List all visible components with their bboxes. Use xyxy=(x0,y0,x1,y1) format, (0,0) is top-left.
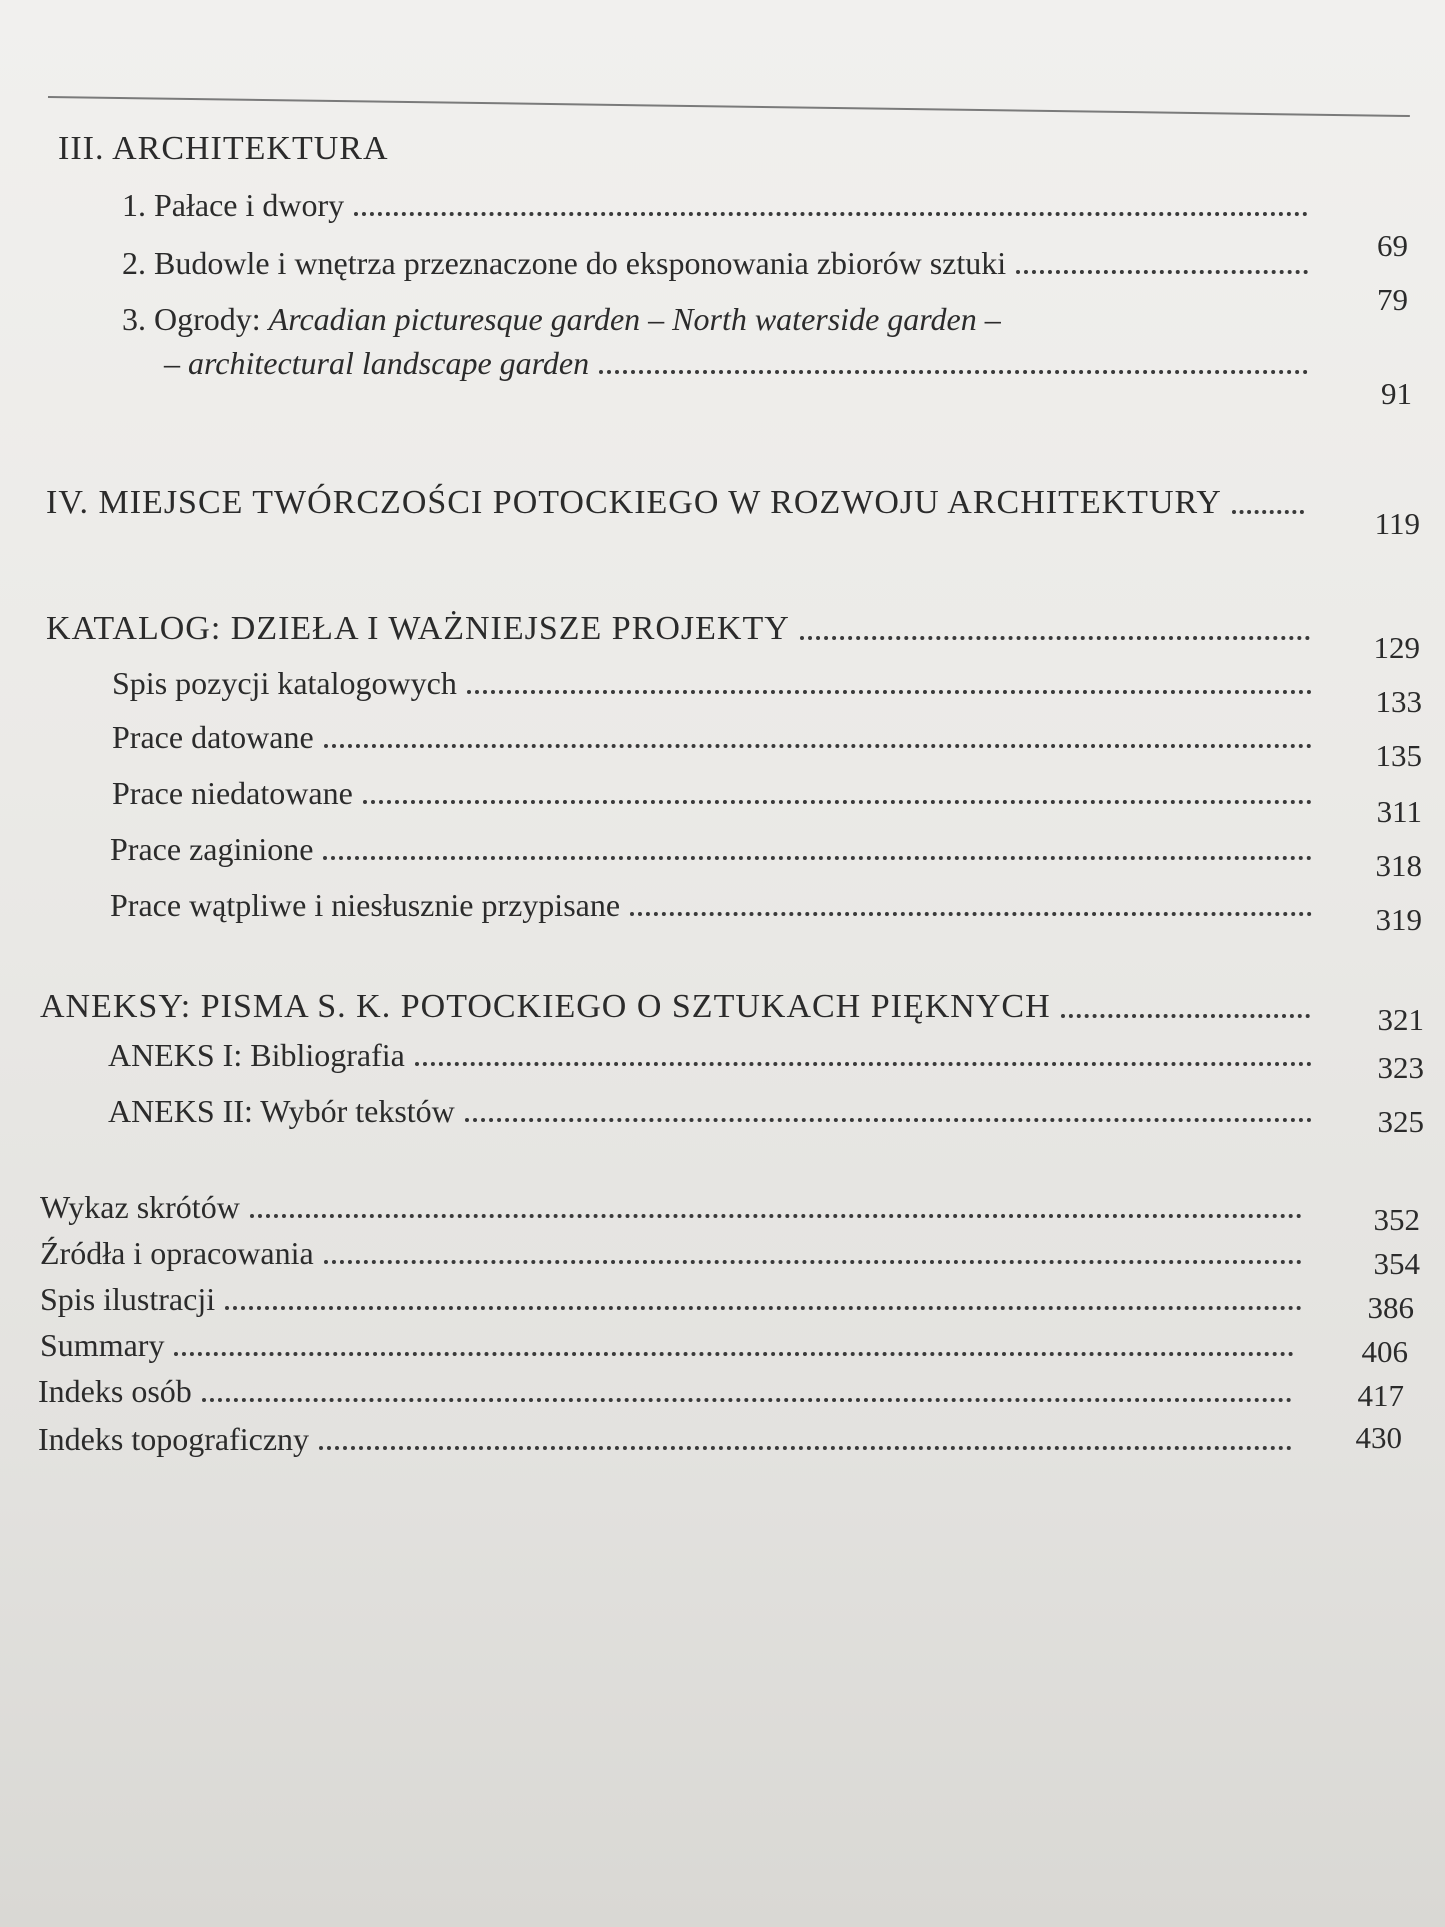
page-number: 321 xyxy=(1377,1002,1424,1037)
toc-entry-katalog-3[interactable]: Prace niedatowane xyxy=(112,774,1322,812)
leader-dots xyxy=(467,690,1312,694)
section-3-heading: III. ARCHITEKTURA xyxy=(58,130,389,167)
leader-dots xyxy=(363,800,1312,804)
page-number: 129 xyxy=(1373,630,1420,665)
leader-dots xyxy=(1232,510,1304,514)
page-number: 311 xyxy=(1376,794,1422,829)
toc-entry-spis-ilustracji[interactable]: Spis ilustracji xyxy=(40,1280,1312,1318)
toc-entry-katalog-2[interactable]: Prace datowane xyxy=(112,718,1322,756)
toc-entry-katalog[interactable]: KATALOG: DZIEŁA I WAŻNIEJSZE PROJEKTY xyxy=(46,610,1320,648)
page-number: 386 xyxy=(1367,1290,1414,1325)
leader-dots xyxy=(202,1398,1292,1402)
page-number: 318 xyxy=(1375,848,1422,883)
leader-dots xyxy=(250,1214,1302,1218)
leader-dots xyxy=(800,636,1310,640)
page-number: 319 xyxy=(1375,902,1422,937)
leader-dots xyxy=(323,856,1312,860)
page-number: 91 xyxy=(1381,376,1412,411)
page-number: 352 xyxy=(1373,1202,1420,1237)
toc-entry-3-3[interactable]: 3. Ogrody: Arcadian picturesque garden – North waterside garden – xyxy=(122,301,1001,337)
leader-dots xyxy=(225,1306,1302,1310)
page-number: 323 xyxy=(1377,1050,1424,1085)
leader-dots xyxy=(465,1118,1312,1122)
page-number: 417 xyxy=(1357,1378,1404,1413)
page-number: 430 xyxy=(1355,1420,1402,1455)
toc-entry-katalog-4[interactable]: Prace zaginione xyxy=(110,830,1322,868)
page-number: 325 xyxy=(1377,1104,1424,1139)
leader-dots xyxy=(630,912,1312,916)
toc-entry-zrodla[interactable]: Źródła i opracowania xyxy=(40,1234,1312,1272)
toc-entry-section-4[interactable]: IV. MIEJSCE TWÓRCZOŚCI POTOCKIEGO W ROZWOJU ARCHITEKTURY xyxy=(46,484,1314,522)
toc-entry-aneks-2[interactable]: ANEKS II: Wybór tekstów xyxy=(108,1092,1322,1130)
toc-entry-katalog-5[interactable]: Prace wątpliwe i niesłusznie przypisane xyxy=(110,886,1322,924)
page-number: 133 xyxy=(1375,684,1422,719)
leader-dots xyxy=(319,1446,1292,1450)
toc-entry-3-3-cont[interactable]: – architectural landscape garden xyxy=(164,344,1318,382)
toc-entry-3-2[interactable]: 2. Budowle i wnętrza przeznaczone do eksponowania zbiorów sztuki xyxy=(122,244,1318,282)
leader-dots xyxy=(324,744,1312,748)
toc-entry-indeks-topograficzny[interactable]: Indeks topograficzny xyxy=(38,1420,1302,1458)
leader-dots xyxy=(1061,1014,1310,1018)
toc-entry-aneksy[interactable]: ANEKSY: PISMA S. K. POTOCKIEGO O SZTUKACH PIĘKNYCH xyxy=(40,988,1320,1026)
toc-entry-indeks-osob[interactable]: Indeks osób xyxy=(38,1372,1302,1410)
page-number: 79 xyxy=(1377,282,1408,317)
page-number: 119 xyxy=(1374,506,1420,541)
page-number: 69 xyxy=(1377,228,1408,263)
toc-entry-wykaz-skrotow[interactable]: Wykaz skrótów xyxy=(40,1188,1312,1226)
page-number: 354 xyxy=(1373,1246,1420,1281)
leader-dots xyxy=(1016,270,1308,274)
leader-dots xyxy=(599,370,1308,374)
top-rule xyxy=(48,96,1410,117)
toc-entry-summary[interactable]: Summary xyxy=(40,1326,1304,1364)
page-number: 406 xyxy=(1361,1334,1408,1369)
toc-entry-katalog-1[interactable]: Spis pozycji katalogowych xyxy=(112,664,1322,702)
toc-entry-3-1[interactable]: 1. Pałace i dwory xyxy=(122,186,1318,224)
toc-entry-aneks-1[interactable]: ANEKS I: Bibliografia xyxy=(108,1036,1322,1074)
leader-dots xyxy=(415,1062,1312,1066)
leader-dots xyxy=(324,1260,1302,1264)
leader-dots xyxy=(354,212,1308,216)
page-number: 135 xyxy=(1375,738,1422,773)
leader-dots xyxy=(174,1352,1294,1356)
